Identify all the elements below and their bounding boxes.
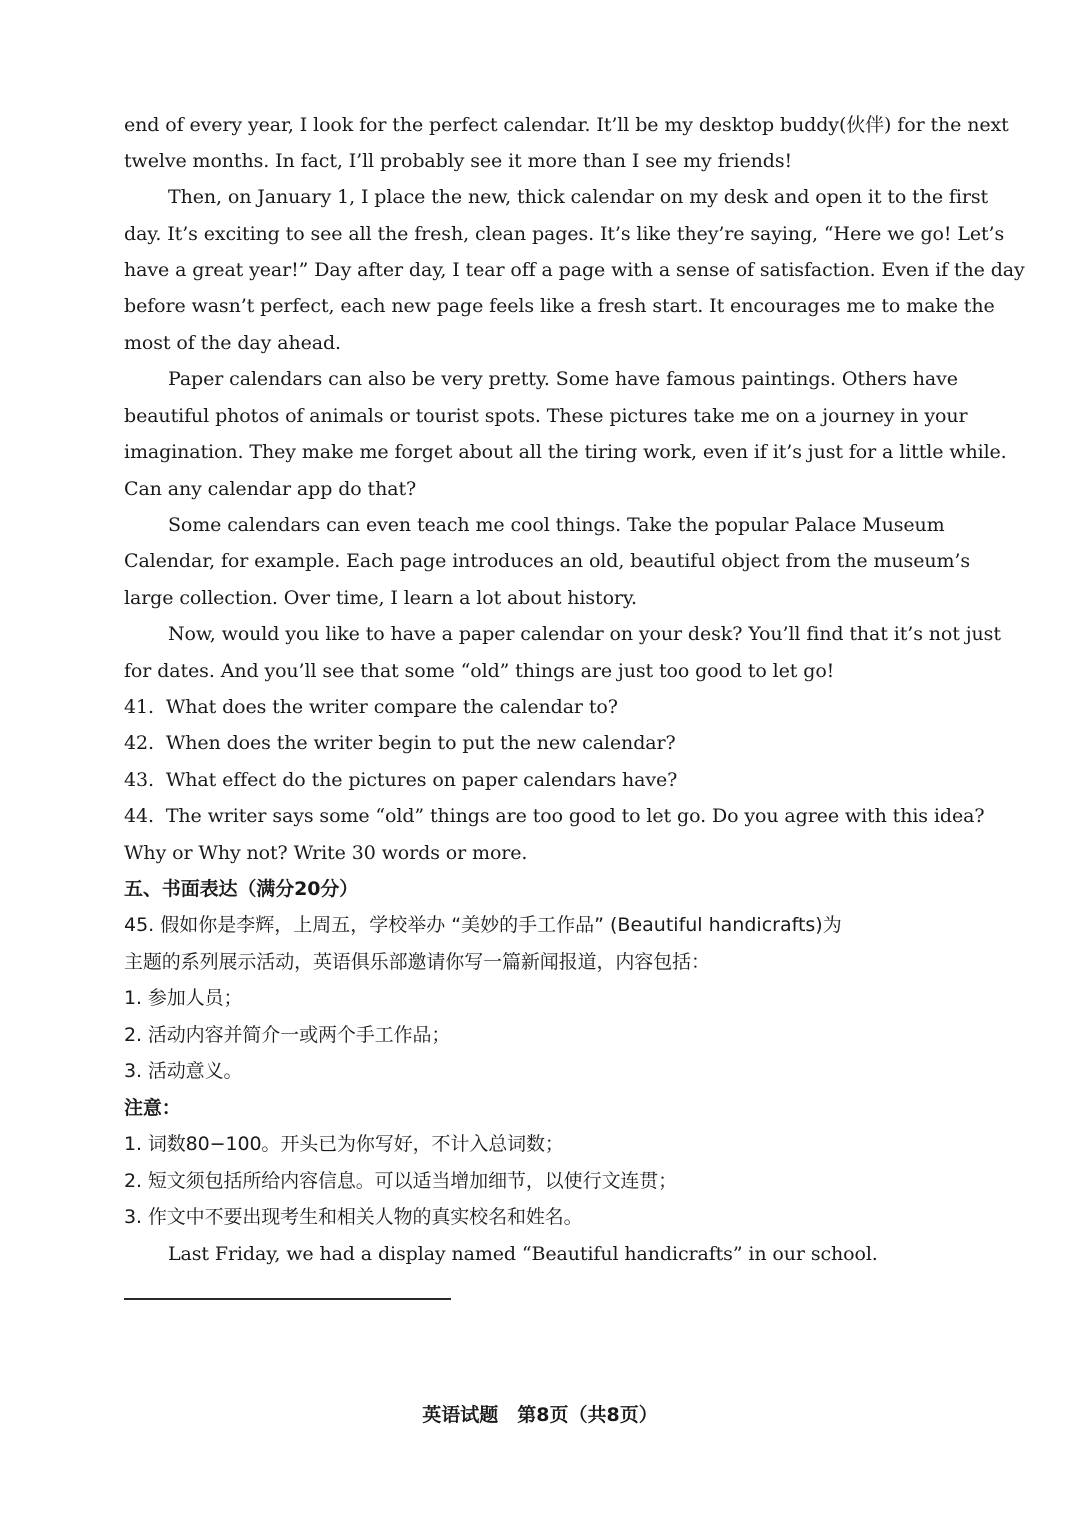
- question-text: The writer says some “old” things are too good to let go. Do you agree with this idea?: [165, 805, 985, 827]
- question-text: What does the writer compare the calendar to?: [165, 696, 618, 718]
- question-42: [124, 731, 899, 755]
- passage-line: large collection. Over time, I learn a lot about history.: [124, 587, 637, 609]
- passage-line: beautiful photos of animals or tourist spots. These pictures take me on a journey in your: [124, 405, 968, 427]
- answer-line: [124, 1298, 451, 1300]
- question-41: [124, 695, 899, 719]
- content-item: 1. 参加人员；: [124, 987, 243, 1009]
- passage-line: Some calendars can even teach me cool things. Take the popular Palace Museum: [168, 514, 945, 536]
- question-number: 41.: [124, 696, 154, 718]
- passage-line: have a great year!” Day after day, I tear off a page with a sense of satisfaction. Even if the day: [124, 259, 1025, 281]
- question-43: [124, 768, 899, 792]
- passage-line: Paper calendars can also be very pretty. Some have famous paintings. Others have: [168, 368, 958, 390]
- question-text: When does the writer begin to put the new calendar?: [165, 732, 676, 754]
- passage-line: for dates. And you’ll see that some “old” things are just too good to let go!: [124, 660, 835, 682]
- question-number: 42.: [124, 732, 154, 754]
- content-item: 3. 活动意义。: [124, 1060, 243, 1082]
- passage-line: twelve months. In fact, I’ll probably see it more than I see my friends!: [124, 150, 793, 172]
- passage-line: most of the day ahead.: [124, 332, 341, 354]
- note-item: 2. 短文须包括所给内容信息。可以适当增加细节，以使行文连贯；: [124, 1170, 678, 1192]
- passage-line: imagination. They make me forget about all the tiring work, even if it’s just for a little while.: [124, 441, 1007, 463]
- question-number: 44.: [124, 805, 154, 827]
- passage-line: Now, would you like to have a paper calendar on your desk? You’ll find that it’s not just: [168, 623, 1001, 645]
- question-44-continued: Why or Why not? Write 30 words or more.: [124, 842, 528, 864]
- writing-prompt-line: 主题的系列展示活动，英语俱乐部邀请你写一篇新闻报道，内容包括：: [124, 951, 710, 973]
- note-label: 注意：: [124, 1097, 181, 1119]
- content-item: 2. 活动内容并简介一或两个手工作品；: [124, 1024, 451, 1046]
- passage-line: end of every year, I look for the perfect calendar. It’ll be my desktop buddy(伙伴) for the next: [124, 114, 1009, 136]
- passage-line: day. It’s exciting to see all the fresh, clean pages. It’s like they’re saying, “Here we go! Let’s: [124, 223, 1005, 245]
- passage-line: Calendar, for example. Each page introduces an old, beautiful object from the museum’s: [124, 550, 970, 572]
- section-heading: 五、书面表达（满分20分）: [124, 878, 359, 900]
- question-text: What effect do the pictures on paper calendars have?: [165, 769, 678, 791]
- page-footer: 英语试题 第8页（共8页）: [422, 1404, 658, 1426]
- note-item: 3. 作文中不要出现考生和相关人物的真实校名和姓名。: [124, 1206, 583, 1228]
- passage-line: Then, on January 1, I place the new, thick calendar on my desk and open it to the first: [168, 186, 988, 208]
- writing-prompt-line: 45. 假如你是李辉，上周五，学校举办 “美妙的手工作品” (Beautiful handicrafts)为: [124, 914, 842, 936]
- essay-opening: Last Friday, we had a display named “Beautiful handicrafts” in our school.: [168, 1243, 878, 1265]
- passage-line: Can any calendar app do that?: [124, 478, 417, 500]
- question-number: 43.: [124, 769, 154, 791]
- note-item: 1. 词数80−100。开头已为你写好，不计入总词数；: [124, 1133, 564, 1155]
- question-44: [124, 804, 985, 828]
- passage-line: before wasn’t perfect, each new page feels like a fresh start. It encourages me to make the: [124, 295, 995, 317]
